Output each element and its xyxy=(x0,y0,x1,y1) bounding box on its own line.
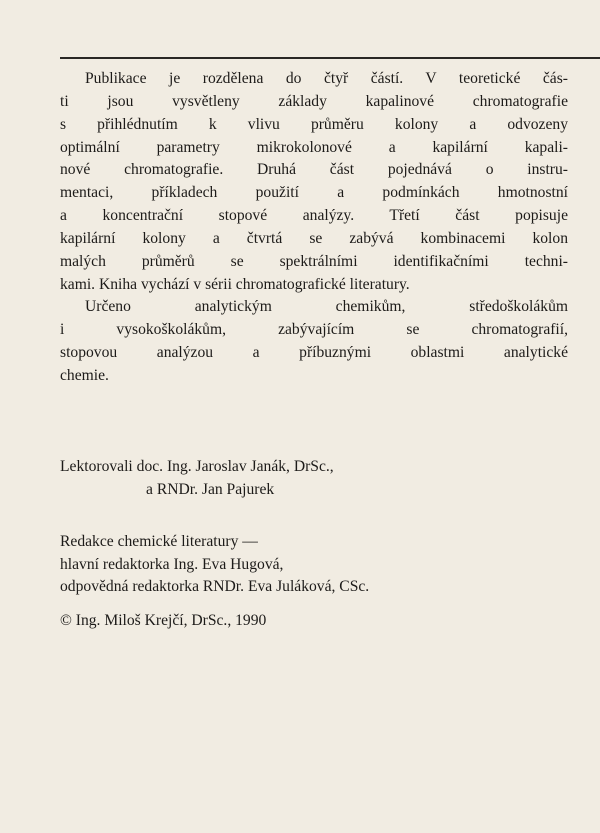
abstract-line: Určeno analytickým chemikům, středoškolákům xyxy=(85,298,568,316)
reviewers-line: a RNDr. Jan Pajurek xyxy=(146,480,275,498)
abstract-line: Publikace je rozdělena do čtyř částí. V teoretické čás- xyxy=(85,70,568,87)
reviewers-credit xyxy=(60,456,560,501)
abstract-line: optimální parametry mikrokolonové a kapilární kapali- xyxy=(60,138,568,156)
abstract-line: kapilární kolony a čtvrtá se zabývá kombinacemi kolon xyxy=(60,229,568,247)
editors-credit xyxy=(60,531,560,599)
abstract-line: mentaci, příkladech použití a podmínkách hmotnostní xyxy=(60,184,568,202)
reviewers-line: Lektorovali doc. Ing. Jaroslav Janák, DrSc., xyxy=(60,458,334,475)
header-rule xyxy=(60,57,600,59)
editors-line: odpovědná redaktorka RNDr. Eva Juláková, CSc. xyxy=(60,578,370,596)
copyright-notice xyxy=(60,610,560,633)
abstract-line: stopovou analýzou a příbuznými oblastmi analytické xyxy=(60,344,568,362)
abstract-paragraph xyxy=(60,68,568,388)
abstract-line: nové chromatografie. Druhá část pojednává o instru- xyxy=(60,161,568,179)
editors-line: hlavní redaktorka Ing. Eva Hugová, xyxy=(60,555,284,573)
abstract-line: a koncentrační stopové analýzy. Třetí část popisuje xyxy=(60,207,568,225)
abstract-line: s přihlédnutím k vlivu průměru kolony a odvozeny xyxy=(60,115,568,133)
abstract-line: i vysokoškolákům, zabývajícím se chromatografií, xyxy=(60,321,568,339)
abstract-line: chemie. xyxy=(60,366,109,384)
abstract-line: malých průměrů se spektrálními identifikačními techni- xyxy=(60,252,568,270)
editors-line: Redakce chemické literatury — xyxy=(60,533,258,550)
abstract-line: ti jsou vysvětleny základy kapalinové chromatografie xyxy=(60,92,568,110)
abstract-line: kami. Kniha vychází v sérii chromatografické literatury. xyxy=(60,275,410,293)
copyright-text: © Ing. Miloš Krejčí, DrSc., 1990 xyxy=(60,612,267,629)
